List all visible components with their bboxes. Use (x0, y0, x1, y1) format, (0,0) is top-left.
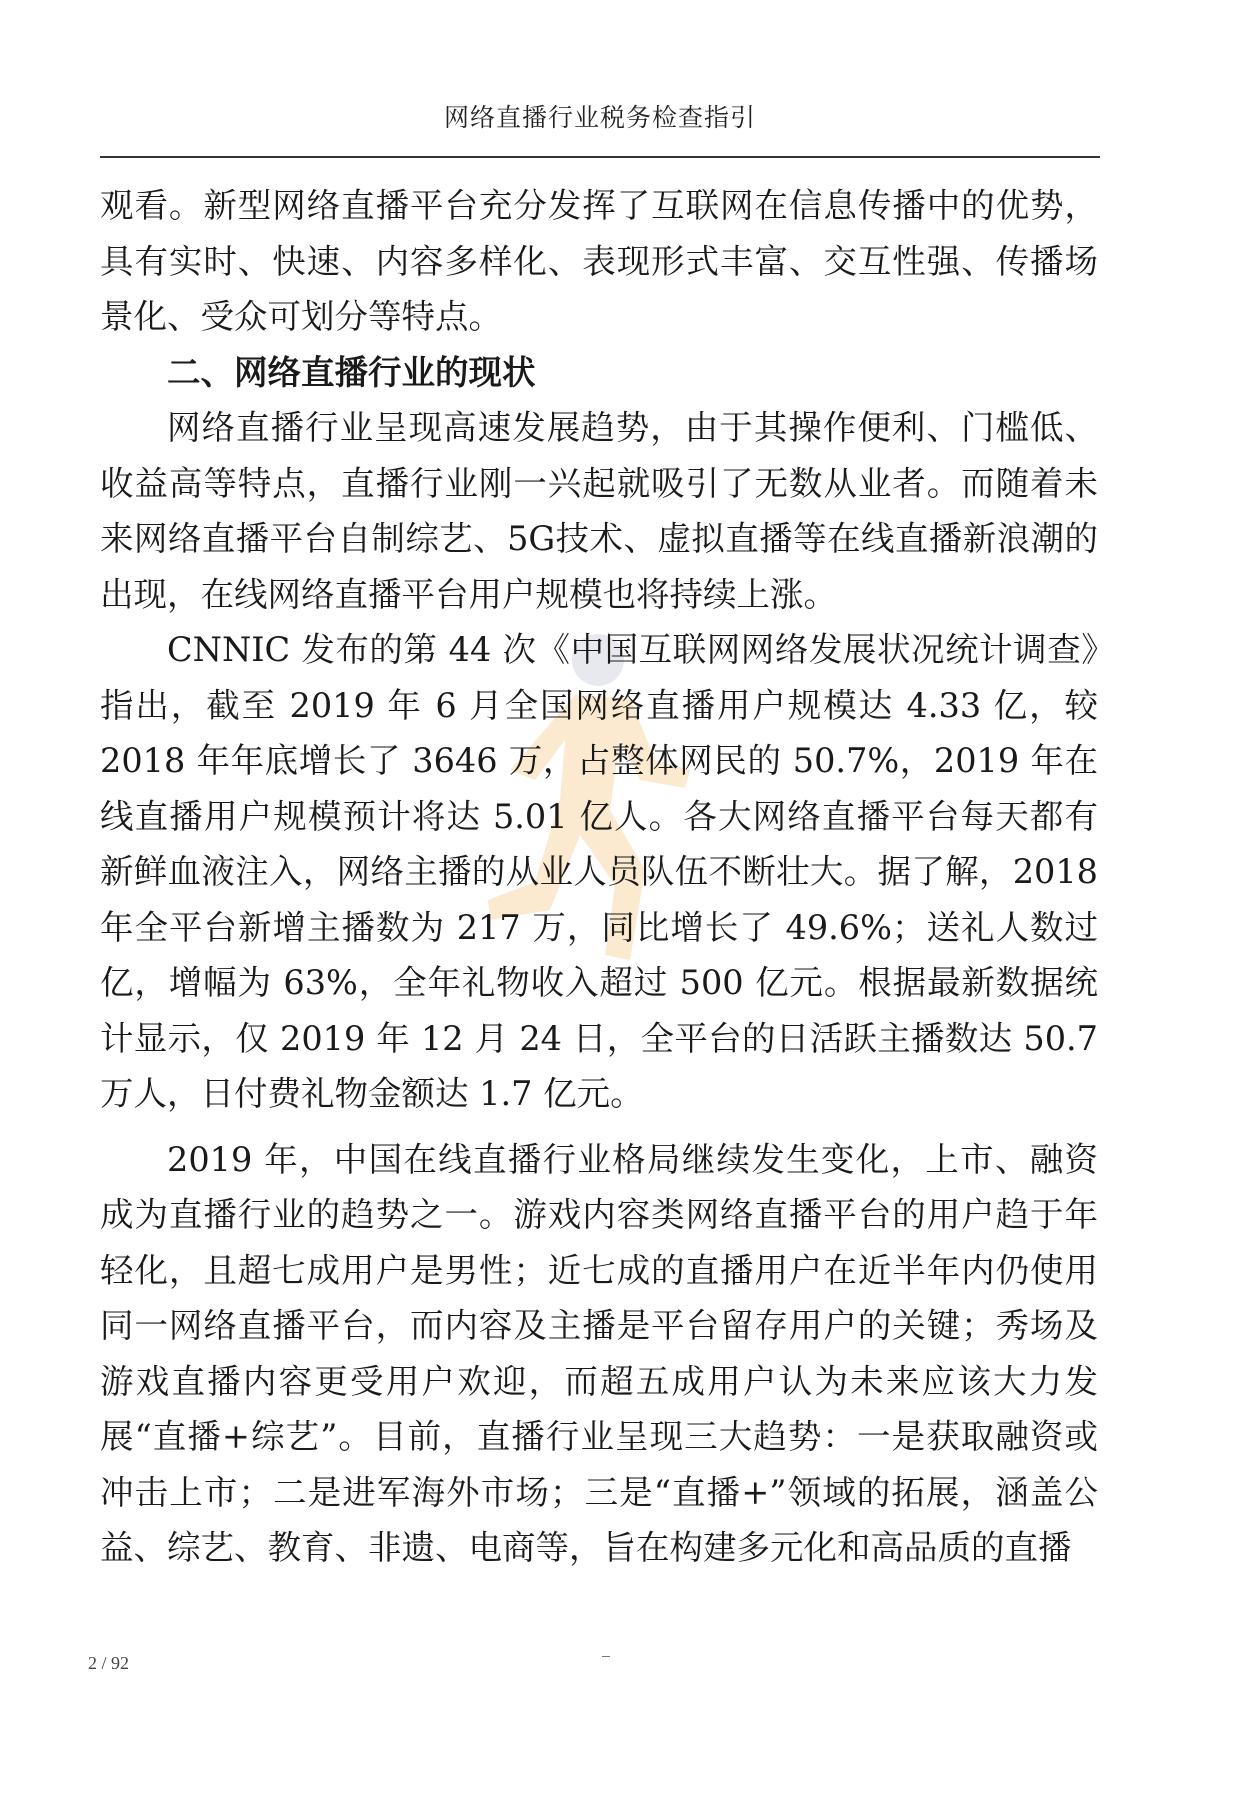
footer-dash (602, 1656, 610, 1657)
paragraph-2019-landscape: 2019 年，中国在线直播行业格局继续发生变化，上市、融资成为直播行业的趋势之一。游戏内容类网络直播平台的用户趋于年轻化，且超七成用户是男性；近七成的直播用户在近半年内仍使用同一网络直播平台，而内容及主播是平台留存用户的关键；秀场及游戏直播内容更受用户欢迎，而超五成用户认为未来应该大力发展“直播+综艺”。目前，直播行业呈现三大趋势：一是获取融资或冲击上市；二是进军海外市场；三是“直播+”领域的拓展，涵盖公益、综艺、教育、非遗、电商等，旨在构建多元化和高品质的直播 (100, 1139, 1098, 1567)
paragraph-industry-trend: 网络直播行业呈现高速发展趋势，由于其操作便利、门槛低、收益高等特点，直播行业刚一兴起就吸引了无数从业者。而随着未来网络直播平台自制综艺、5G技术、虚拟直播等在线直播新浪潮的出现，在线网络直播平台用户规模也将持续上涨。 (100, 408, 1098, 614)
running-header-title: 网络直播行业税务检查指引 (443, 103, 756, 132)
page-number: 2 / 92 (88, 1653, 130, 1673)
section-heading: 二、网络直播行业的现状 (167, 352, 536, 392)
paragraph-continuation: 观看。新型网络直播平台充分发挥了互联网在信息传播中的优势，具有实时、快速、内容多样化、表现形式丰富、交互性强、传播场景化、受众可划分等特点。 (100, 186, 1098, 336)
paragraph-cnnic-statistics: CNNIC 发布的第 44 次《中国互联网网络发展状况统计调查》指出，截至 2019 年 6 月全国网络直播用户规模达 4.33 亿，较 2018 年年底增长了 3646 万，占整体网民的 50.7%，2019 年在线直播用户规模预计将达 5.01 亿人。各大网络直播平台每天都有新鲜血液注入，网络主播的从业人员队伍不断壮大。据了解，2018 年全平台新增主播数为 217 万，同比增长了 49.6%；送礼人数过亿，增幅为 63%，全年礼物收入超过 500 亿元。根据最新数据统计显示，仅 2019 年 12 月 24 日，全平台的日活跃主播数达 50.7 万人，日付费礼物金额达 1.7 亿元。 (100, 630, 1098, 1113)
header-rule (100, 156, 1100, 158)
body-text (100, 178, 1098, 1576)
